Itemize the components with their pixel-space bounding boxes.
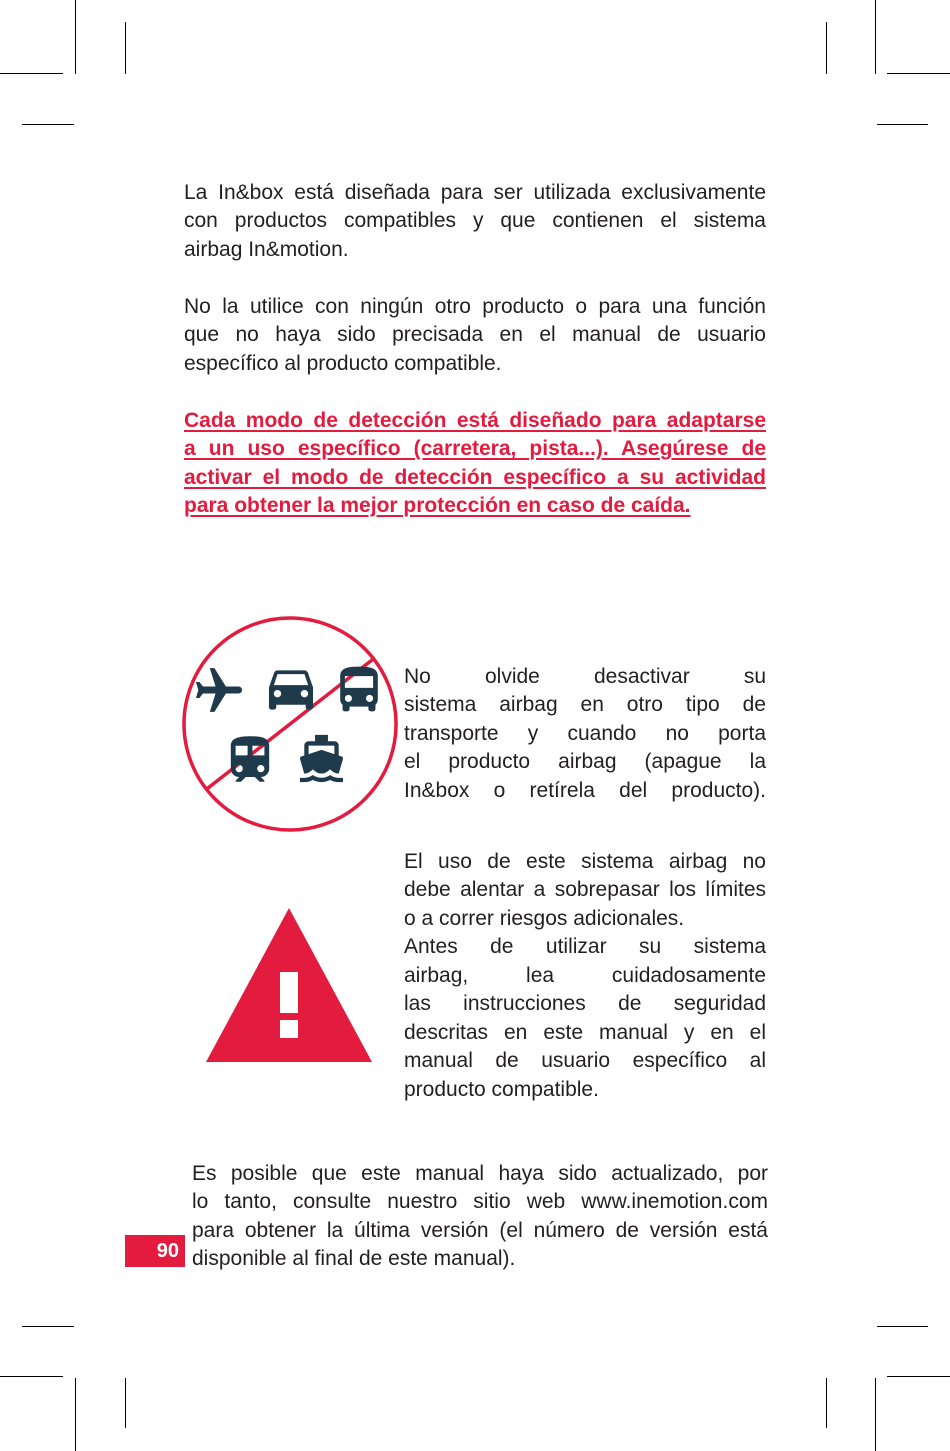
ship-icon bbox=[300, 735, 343, 782]
transport-notice bbox=[404, 663, 766, 806]
text-line: debe alentar a sobrepasar los límites bbox=[404, 878, 766, 901]
warning-line: para obtener la mejor protección en caso de caída. bbox=[184, 494, 691, 517]
safety-paragraph-limits bbox=[404, 848, 766, 934]
text-line: airbag In&motion. bbox=[184, 237, 349, 261]
text-line: manual de usuario específico al bbox=[404, 1049, 766, 1072]
train-icon bbox=[231, 736, 269, 782]
text-line: el producto airbag (apague la bbox=[404, 750, 766, 773]
text-line: El uso de este sistema airbag no bbox=[404, 849, 766, 873]
safety-paragraph-instructions bbox=[404, 933, 766, 1104]
exclamation-dot bbox=[280, 1020, 298, 1038]
text-line: específico al producto compatible. bbox=[184, 351, 502, 375]
text-line: No olvide desactivar su bbox=[404, 664, 766, 688]
text-line: La In&box está diseñada para ser utilizada exclusivamente bbox=[184, 180, 766, 204]
text-line: No la utilice con ningún otro producto o para una función bbox=[184, 294, 766, 318]
text-line: que no haya sido precisada en el manual de usuario bbox=[184, 323, 766, 346]
bus-icon bbox=[340, 667, 378, 712]
warning-line: activar el modo de detección específico a su actividad bbox=[184, 465, 766, 489]
text-line: para obtener la última versión (el número de versión está bbox=[192, 1218, 768, 1242]
warning-triangle-icon bbox=[206, 908, 372, 1062]
intro-text bbox=[184, 179, 766, 521]
plane-icon bbox=[196, 668, 242, 712]
text-line: In&box o retírela del producto). bbox=[404, 778, 766, 802]
warning-line: Cada modo de detección está diseñado para adaptarse bbox=[184, 408, 766, 432]
intro-paragraph-usage bbox=[184, 179, 766, 265]
text-line: con productos compatibles y que contienen el sistema bbox=[184, 209, 766, 232]
text-line: transporte y cuando no porta bbox=[404, 721, 766, 745]
warning-line: a un uso específico (carretera, pista...). Asegúrese de bbox=[184, 437, 766, 460]
text-line: las instrucciones de seguridad bbox=[404, 992, 766, 1015]
text-line: Antes de utilizar su sistema bbox=[404, 935, 766, 958]
detection-mode-warning bbox=[184, 407, 766, 521]
text-line: sistema airbag en otro tipo de bbox=[404, 693, 766, 716]
car-icon bbox=[269, 670, 313, 709]
text-line: lo tanto, consulte nuestro sitio web www.inemotion.com bbox=[192, 1190, 768, 1213]
text-line: disponible al final de este manual). bbox=[192, 1247, 516, 1270]
safety-notice bbox=[404, 848, 766, 1105]
page-number: 90 bbox=[125, 1235, 185, 1267]
exclamation-bar bbox=[280, 972, 298, 1013]
intro-paragraph-restriction bbox=[184, 293, 766, 379]
text-line: descritas en este manual y en el bbox=[404, 1020, 766, 1044]
text-line: producto compatible. bbox=[404, 1077, 599, 1101]
no-transport-icon bbox=[184, 618, 396, 830]
text-line: Es posible que este manual haya sido actualizado, por bbox=[192, 1161, 768, 1185]
text-line: airbag, lea cuidadosamente bbox=[404, 963, 766, 987]
update-note bbox=[192, 1160, 768, 1274]
text-line: o a correr riesgos adicionales. bbox=[404, 906, 685, 930]
